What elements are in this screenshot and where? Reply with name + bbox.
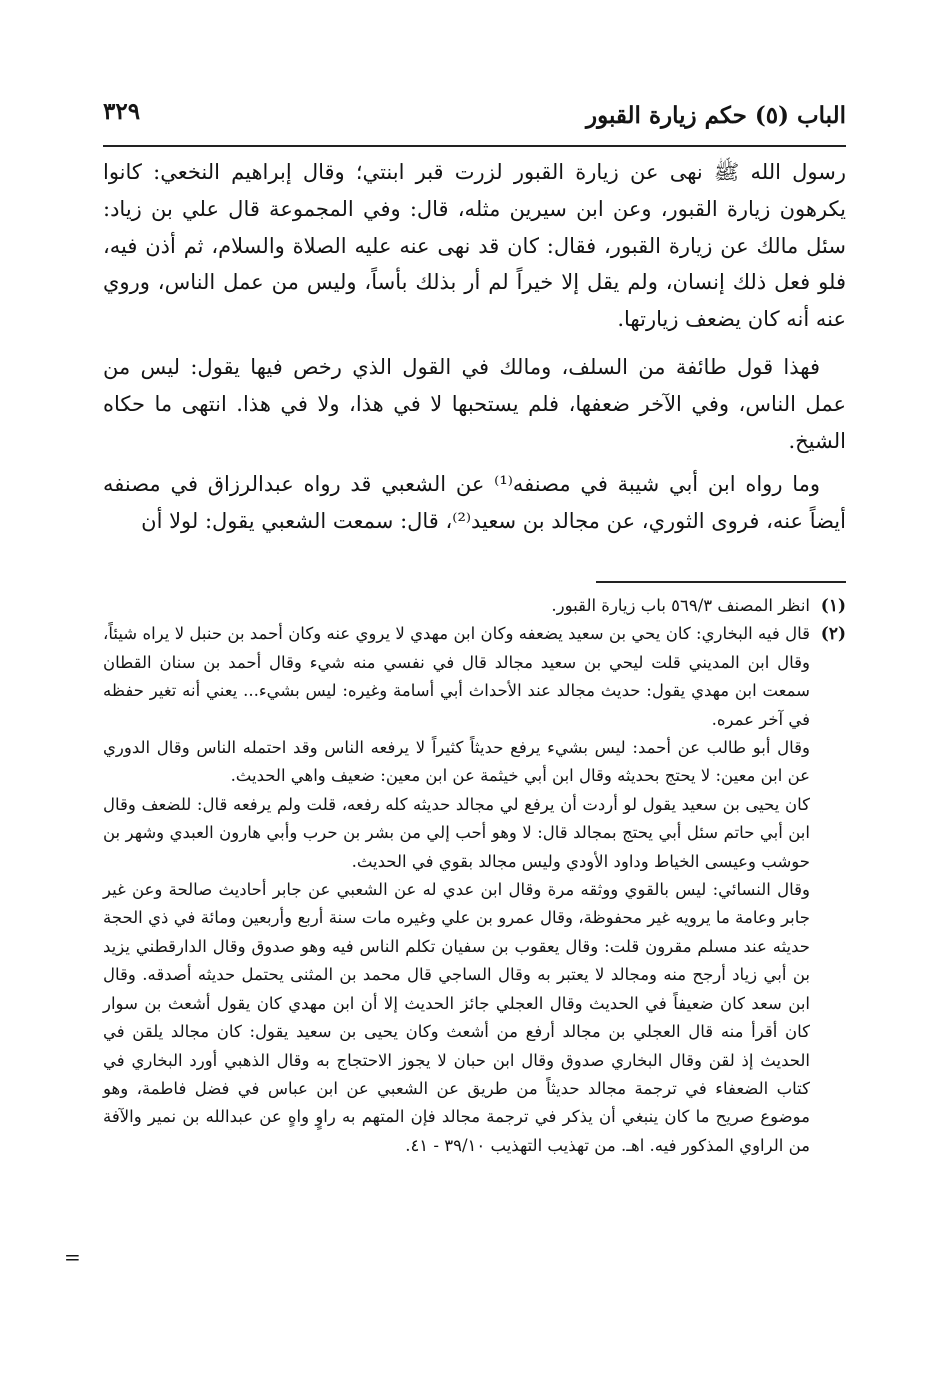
running-header bbox=[103, 96, 846, 148]
footnote-2-paragraph-1: قال فيه البخاري: كان يحي بن سعيد يضعفه وكان ابن مهدي لا يروي عنه وكان أحمد بن حنبل لا يراه شيئاً، وقال ابن المديني قلت ليحي بن سعيد مجالد قال في نفسي منه شيء وقال أحمد بن سنان القطان سمعت ابن مهدي يقول: حديث مجالد عند الأحداث أبي أسامة وغيره: ليس بشيء... يعني أنه تغير حفظه في آخر عمره. bbox=[103, 624, 810, 729]
footnote-divider bbox=[596, 581, 846, 583]
footnote-1-text: انظر المصنف ٥٦٩/٣ باب زيارة القبور. bbox=[551, 596, 810, 615]
footnote-2 bbox=[103, 620, 846, 1160]
footnotes bbox=[103, 592, 846, 1160]
footnote-2-number: (٢) bbox=[820, 624, 846, 645]
continuation-mark: = bbox=[64, 1245, 81, 1269]
footnote-2-paragraph-4: وقال النسائي: ليس بالقوي ووثقه مرة وقال ابن عدي له عن الشعبي عن جابر أحاديث صالحة وعن غير جابر وعامة ما يرويه غير محفوظة، وقال عمرو بن علي وغيره مات سنة أربع وأربعين ومائة في ذي الحجة حديثه عند مسلم مقرون قلت: وقال يعقوب بن سفيان تكلم الناس فيه وهو صدوق وقال الدارقطني يزيد بن أبي زياد أرجح منه ومجالد لا يعتبر به وقال الساجي قال محمد بن المثنى يحتمل حديثه أصدقه. وقال ابن سعد كان ضعيفاً في الحديث وقال العجلي جائز الحديث إلا أن ابن مهدي كان يقول أشعث بن سوار كان أقرأ منه قال العجلي بن مجالد أرفع من أشعث وكان يحيى بن سعيد يقول: كان مجالد يلقن في الحديث إذ لقن وقال البخاري صدوق وقال ابن حبان لا يجوز الاحتجاج به وقال الذهبي أورد البخاري في كتاب الضعفاء في ترجمة مجالد حديثاً من طريق عن الشعبي عن ابن عباس في فضل فاطمة، وهو موضوع صريح ما كان ينبغي أن يذكر في ترجمة مجالد فإن المتهم به راوٍ واهٍ عن عبدالله بن نمير والآفة من الراوي المذكور فيه. اهـ. من تهذيب التهذيب ٣٩/١٠ - ٤١. bbox=[103, 880, 810, 1155]
page-number: ٣٢٩ bbox=[103, 98, 141, 125]
body-paragraph-1: رسول الله ﷺ نهى عن زيارة القبور لزرت قبر ابنتي؛ وقال إبراهيم النخعي: كانوا يكرهون زيارة القبور، وعن ابن سيرين مثله، قال: وفي المجموعة قال علي بن زياد: سئل مالك عن زيارة القبور، فقال: كان قد نهى عنه عليه الصلاة والسلام، ثم أذن فيه، فلو فعل ذلك إنسان، ولم يقل إلا خيراً لم أر بذلك بأساً، وليس من عمل الناس، وروي عنه أنه كان يضعف زيارتها. bbox=[103, 160, 846, 332]
header-divider bbox=[103, 145, 846, 147]
footnote-2-paragraph-2: وقال أبو طالب عن أحمد: ليس بشيء يرفع حديثاً كثيراً لا يرفعه الناس وقد احتمله الناس وقال الدوري عن ابن معين: لا يحتج بحديثه وقال ابن أبي خيثمة عن ابن معين: ضعيف واهي الحديث. bbox=[103, 738, 810, 786]
body-paragraph-2: فهذا قول طائفة من السلف، ومالك في القول الذي رخص فيها يقول: ليس من عمل الناس، وفي الآخر ضعفها، فلم يستحبها لا في هذا، ولا في هذا. انتهى ما حكاه الشيخ. bbox=[103, 354, 846, 453]
footnote-1 bbox=[103, 592, 846, 620]
chapter-title: الباب (٥) حكم زيارة القبور bbox=[585, 102, 846, 129]
footnote-1-number: (١) bbox=[820, 596, 846, 616]
footnote-2-paragraph-3: كان يحيى بن سعيد يقول لو أردت أن يرفع لي مجالد حديثه كله رفعه، قلت ولم يرفعه قال: للضعف وقال ابن أبي حاتم سئل أبي يحتج بمجالد قال: لا وهو أحب إلي من بشر بن حرب وأبي هارون العبدي وشهر بن حوشب وعيسى الخياط وداود الأودي وليس مجالد بقوي في الحديث. bbox=[103, 794, 810, 871]
main-text bbox=[103, 154, 846, 540]
body-paragraph-3: وما رواه ابن أبي شيبة في مصنفه⁽¹⁾ عن الشعبي قد رواه عبدالرزاق في مصنفه أيضاً عنه، فروى الثوري، عن مجالد بن سعيد⁽²⁾، قال: سمعت الشعبي يقول: لولا أن bbox=[103, 472, 846, 534]
